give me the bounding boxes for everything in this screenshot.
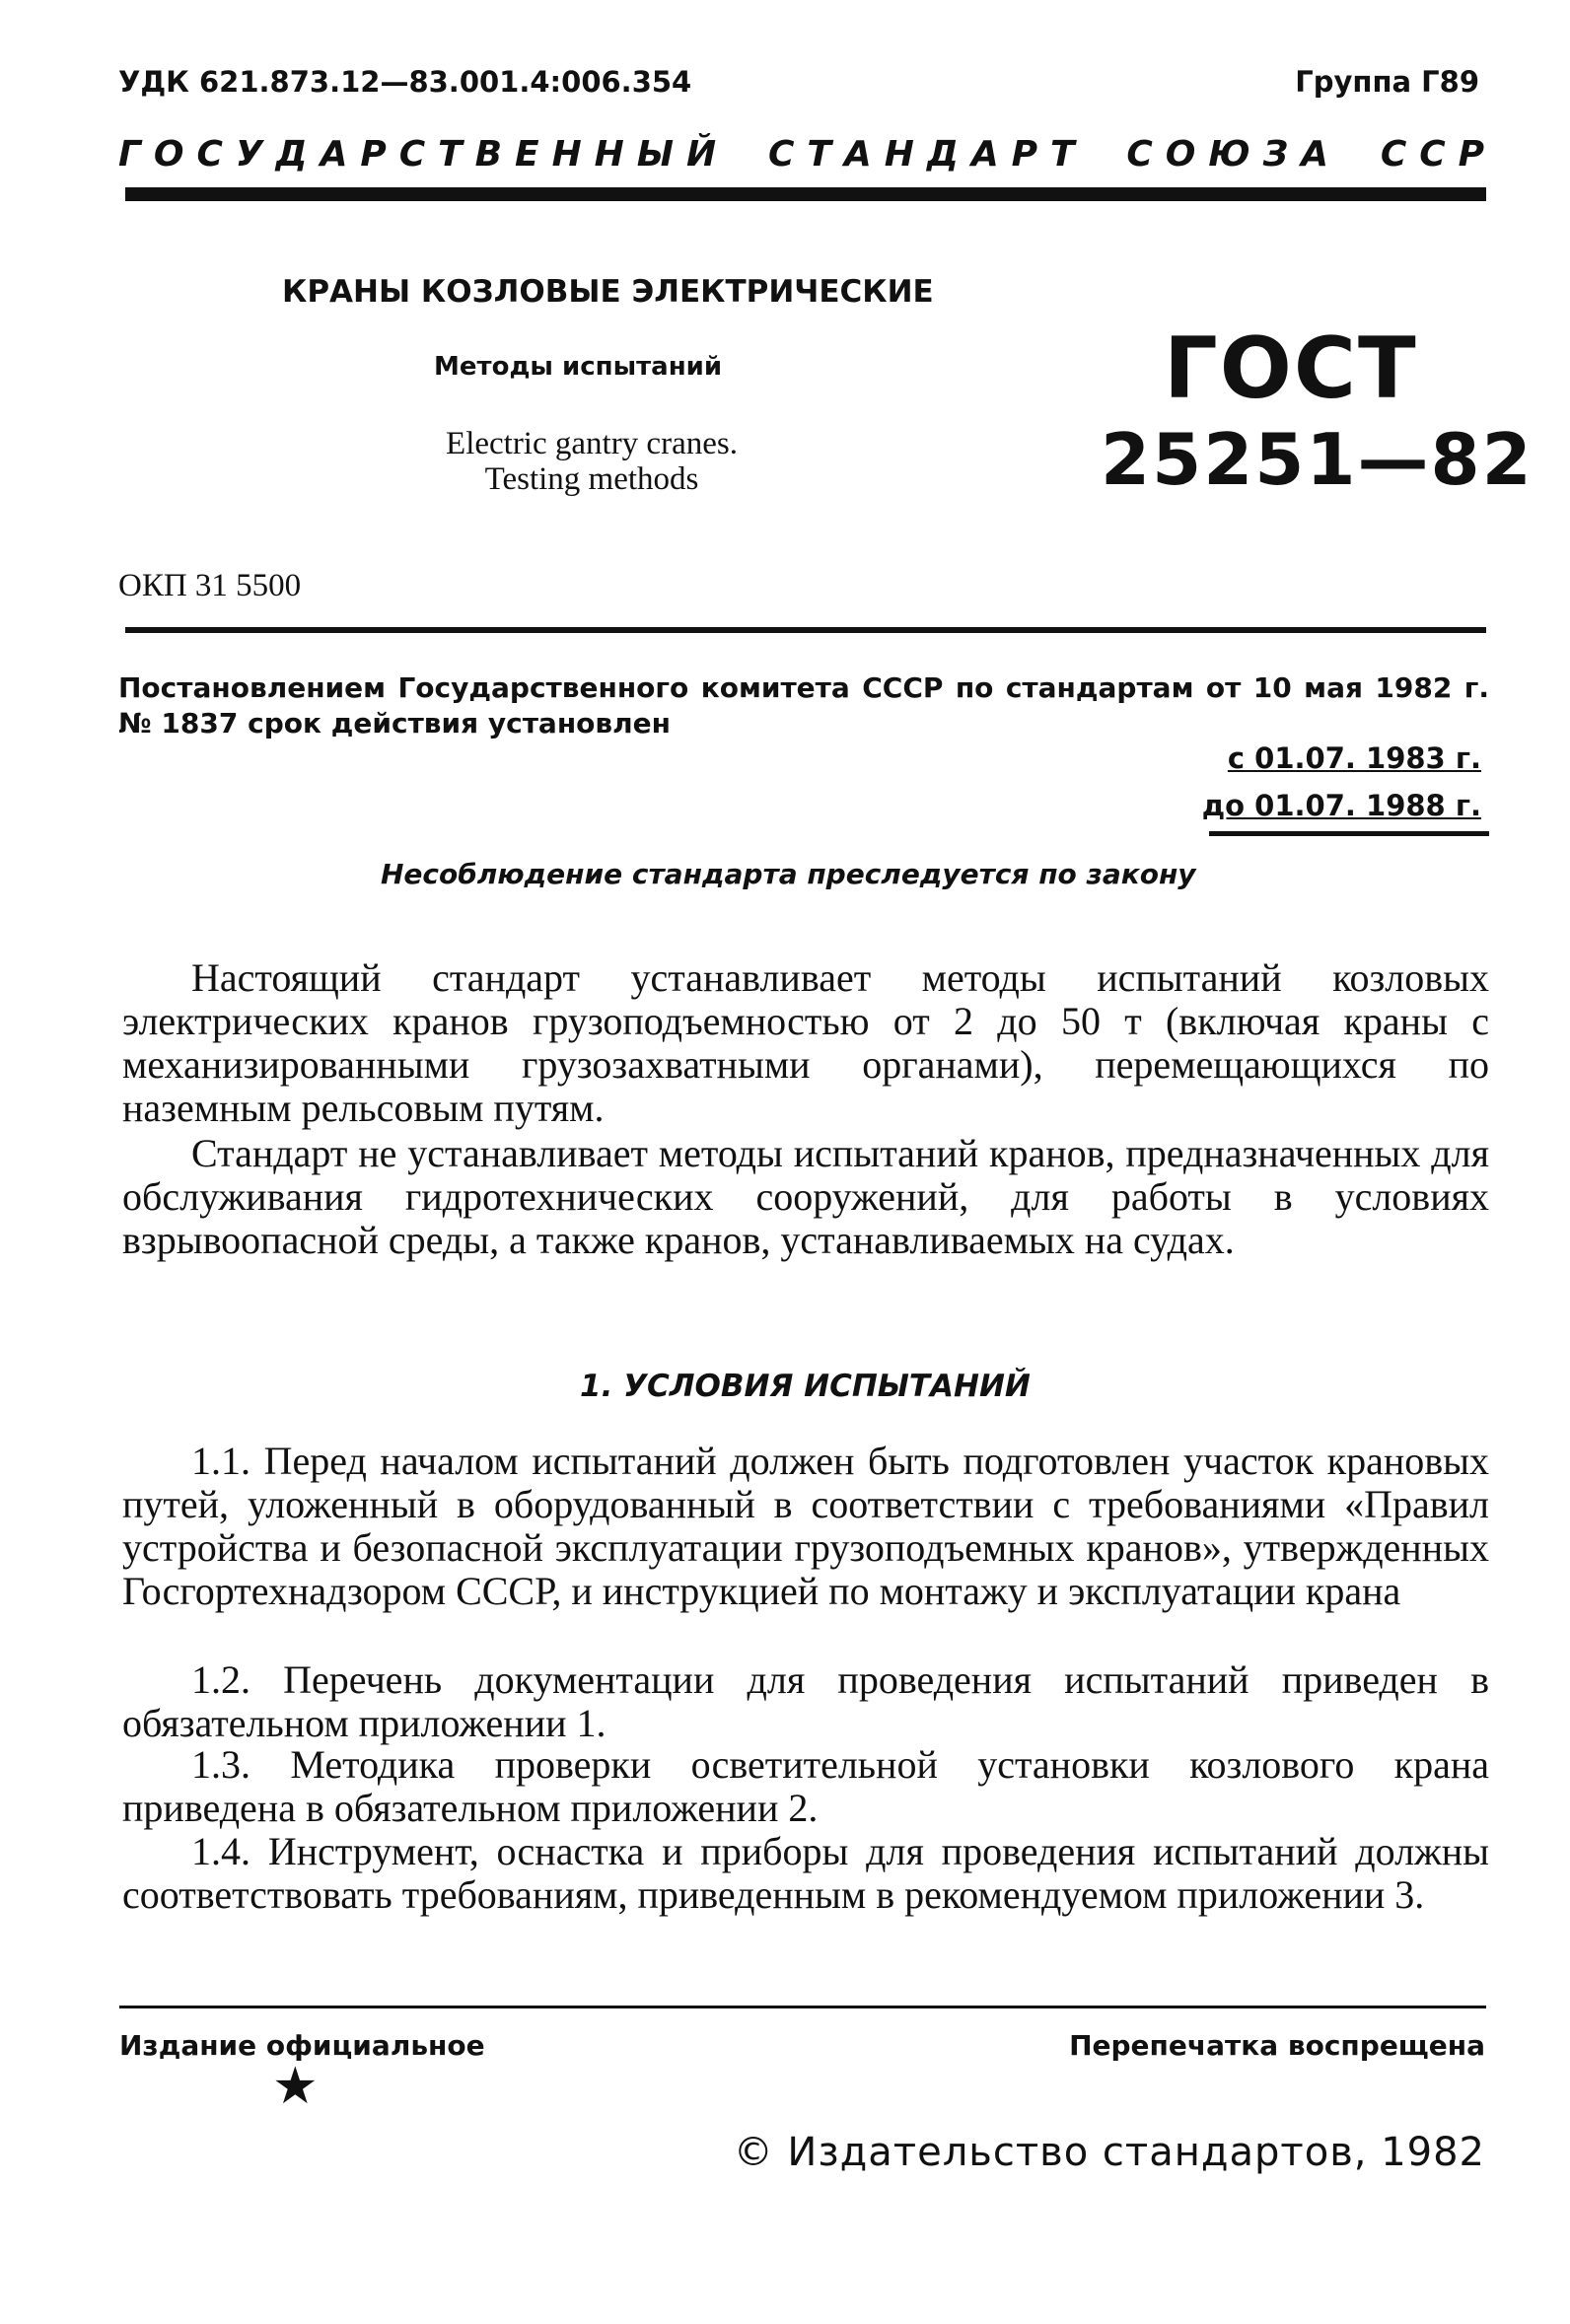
title-divider — [125, 627, 1486, 633]
section-heading: 1. УСЛОВИЯ ИСПЫТАНИЙ — [580, 1369, 1031, 1404]
clause-paragraph: 1.1. Перед началом испытаний должен быть подготовлен участок крановых путей, уложенный в оборудованный в соответствии с требованиями «Правил устройства и безопасной эксплуатации грузоподъемных кранов», утвержденных Госгортехнадзором СССР, и инструкцией по монтажу и эксплуатации крана — [122, 1439, 1489, 1613]
star-icon: ★ — [272, 2057, 319, 2116]
legal-warning: Несоблюдение стандарта преследуется по закону — [381, 858, 1196, 890]
banner-word: ССР — [1380, 134, 1497, 175]
effective-to-date: до 01.07. 1988 г. — [1201, 789, 1481, 822]
decree-text: Постановлением Государственного комитета СССР по стандартам от 10 мая 1982 г. № 1837 срок действия установлен — [118, 671, 1489, 739]
english-title-line: Electric gantry cranes. — [446, 426, 738, 461]
gost-number: 25251—82 — [1101, 418, 1534, 501]
reprint-prohibited-label: Перепечатка воспрещена — [1069, 2029, 1485, 2062]
gost-label: ГОСТ — [1164, 319, 1418, 418]
document-title: КРАНЫ КОЗЛОВЫЕ ЭЛЕКТРИЧЕСКИЕ — [282, 274, 934, 310]
clause-paragraph: 1.4. Инструмент, оснастка и приборы для проведения испытаний должны соответствовать требованиям, приведенным в рекомендуемом приложении 3. — [122, 1829, 1489, 1917]
clause-paragraph: 1.3. Методика проверки осветительной установки козлового крана приведена в обязательном приложении 2. — [122, 1742, 1489, 1830]
intro-paragraph: Настоящий стандарт устанавливает методы испытаний козловых электрических кранов грузоподъемностью от 2 до 50 т (включая краны с механизированными грузозахватными органами), перемещающихся по наземным рельсовым путям. — [122, 955, 1489, 1130]
effective-from-date: с 01.07. 1983 г. — [1227, 741, 1481, 775]
english-title-line: Testing methods — [484, 461, 699, 497]
group-code: Группа Г89 — [1295, 65, 1479, 99]
state-standard-banner — [118, 134, 1497, 175]
clause-paragraph: 1.2. Перечень документации для проведения испытаний приведен в обязательном приложении 1. — [122, 1657, 1489, 1745]
okp-code: ОКП 31 5500 — [118, 568, 302, 603]
document-subtitle: Методы испытаний — [434, 352, 723, 382]
english-title — [375, 426, 809, 497]
date-underline — [1209, 831, 1489, 836]
banner-word: СТАНДАРТ — [768, 134, 1088, 175]
copyright-line: © Издательство стандартов, 1982 — [733, 2130, 1485, 2175]
official-edition-label: Издание официальное — [119, 2029, 485, 2062]
intro-paragraph: Стандарт не устанавливает методы испытаний кранов, предназначенных для обслуживания гидротехнических сооружений, для работы в условиях взрывоопасной среды, а также кранов, устанавливаемых на судах. — [122, 1131, 1489, 1262]
udk-code: УДК 621.873.12—83.001.4:006.354 — [118, 65, 692, 99]
banner-word: СОЮЗА — [1126, 134, 1341, 175]
header-divider — [125, 187, 1486, 201]
footer-divider — [119, 2006, 1486, 2008]
banner-word: ГОСУДАРСТВЕННЫЙ — [118, 134, 730, 175]
